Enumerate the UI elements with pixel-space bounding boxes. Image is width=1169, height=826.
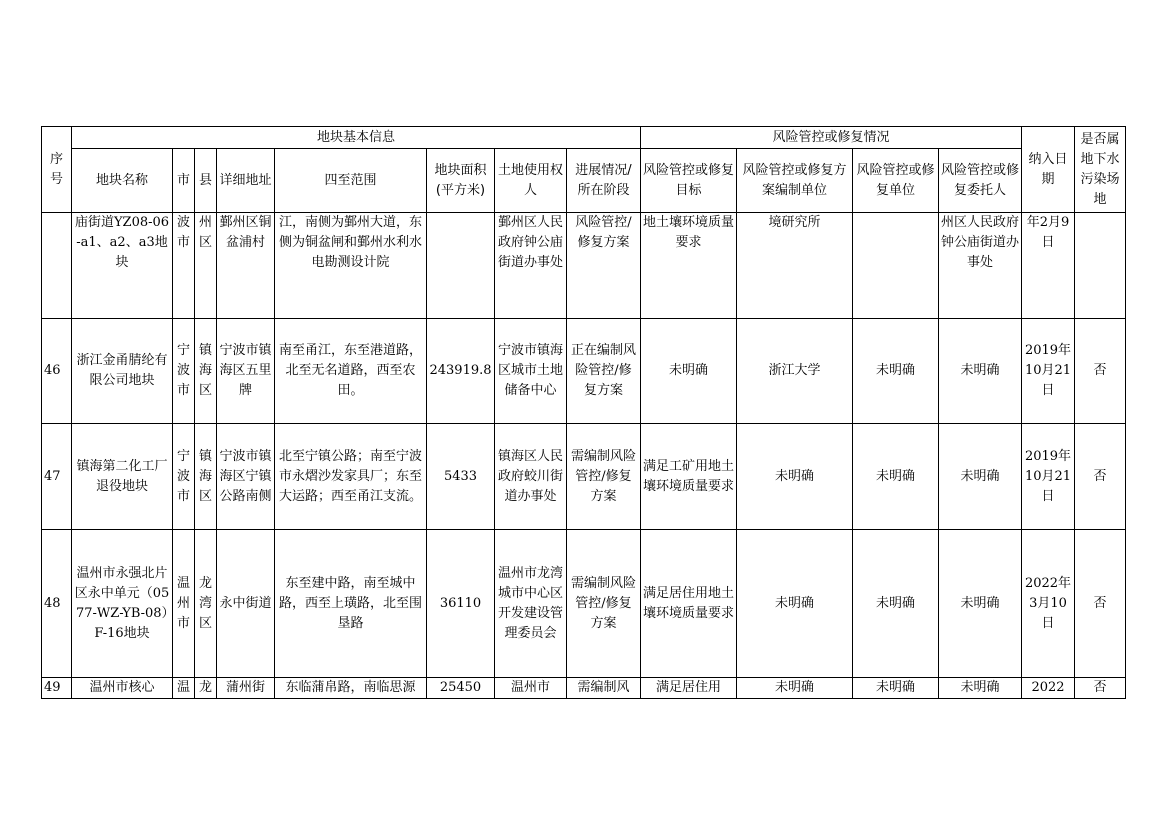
cell-progress: 需编制风险管控/修复方案: [567, 530, 641, 678]
cell-client: 未明确: [939, 424, 1022, 530]
cell-address: 蒲州街: [217, 678, 275, 699]
cell-address: 鄞州区铜盆浦村: [217, 213, 275, 319]
cell-plot-name: 镇海第二化工厂退役地块: [72, 424, 173, 530]
header-address: 详细地址: [217, 149, 275, 213]
header-groundwater: 是否属地下水污染场地: [1075, 127, 1126, 213]
cell-area: 36110: [427, 530, 495, 678]
header-row-columns: [42, 149, 1126, 213]
cell-city: 波市: [173, 213, 195, 319]
table-row: [42, 213, 1126, 319]
cell-seq: 47: [42, 424, 72, 530]
cell-plot-name: 浙江金甬腈纶有限公司地块: [72, 319, 173, 424]
cell-owner: 镇海区人民政府蛟川街道办事处: [495, 424, 567, 530]
cell-area: 5433: [427, 424, 495, 530]
header-bounds: 四至范围: [275, 149, 427, 213]
cell-county: 龙湾区: [195, 530, 217, 678]
cell-plan-unit: 境研究所: [737, 213, 853, 319]
cell-plot-name: 温州市核心: [72, 678, 173, 699]
table-row: [42, 678, 1126, 699]
cell-address: 宁波市镇海区宁镇公路南侧: [217, 424, 275, 530]
cell-city: 宁波市: [173, 424, 195, 530]
cell-progress: 正在编制风险管控/修复方案: [567, 319, 641, 424]
cell-plot-name: 庙街道YZ08-06-a1、a2、a3地块: [72, 213, 173, 319]
cell-bounds: 江，南侧为鄞州大道，东侧为铜盆闸和鄞州水利水电勘测设计院: [275, 213, 427, 319]
cell-date: 2022年3月10日: [1022, 530, 1075, 678]
cell-bounds: 东临蒲帛路，南临思源: [275, 678, 427, 699]
header-group-basic: 地块基本信息: [72, 127, 641, 149]
cell-groundwater: 否: [1075, 319, 1126, 424]
header-seq: 序号: [42, 127, 72, 213]
header-owner: 土地使用权人: [495, 149, 567, 213]
cell-progress: 风险管控/修复方案: [567, 213, 641, 319]
cell-target: 满足居住用地土壤环境质量要求: [641, 530, 737, 678]
header-entry-date: 纳入日期: [1022, 127, 1075, 213]
cell-county: 镇海区: [195, 424, 217, 530]
cell-bounds: 北至宁镇公路；南至宁波市永熠沙发家具厂；东至大运路；西至甬江支流。: [275, 424, 427, 530]
header-row-group: [42, 127, 1126, 149]
cell-date: 2022: [1022, 678, 1075, 699]
cell-groundwater: [1075, 213, 1126, 319]
cell-groundwater: 否: [1075, 678, 1126, 699]
cell-address: 永中街道: [217, 530, 275, 678]
cell-plan-unit: 未明确: [737, 424, 853, 530]
cell-target: 未明确: [641, 319, 737, 424]
cell-city: 宁波市: [173, 319, 195, 424]
cell-owner: 宁波市镇海区城市土地储备中心: [495, 319, 567, 424]
header-repair-unit: 风险管控或修复单位: [853, 149, 939, 213]
header-county: 县: [195, 149, 217, 213]
header-plan-unit: 风险管控或修复方案编制单位: [737, 149, 853, 213]
contaminated-sites-table: [41, 126, 1126, 699]
cell-owner: 温州市龙湾城市中心区开发建设管理委员会: [495, 530, 567, 678]
header-area: 地块面积(平方米): [427, 149, 495, 213]
header-city: 市: [173, 149, 195, 213]
cell-seq: 49: [42, 678, 72, 699]
cell-client: 州区人民政府钟公庙街道办事处: [939, 213, 1022, 319]
cell-seq: [42, 213, 72, 319]
header-plot-name: 地块名称: [72, 149, 173, 213]
cell-target: 满足居住用: [641, 678, 737, 699]
cell-plan-unit: 未明确: [737, 678, 853, 699]
cell-seq: 46: [42, 319, 72, 424]
cell-client: 未明确: [939, 319, 1022, 424]
header-target: 风险管控或修复目标: [641, 149, 737, 213]
table-row: [42, 530, 1126, 678]
cell-client: 未明确: [939, 678, 1022, 699]
cell-progress: 需编制风险管控/修复方案: [567, 424, 641, 530]
cell-date: 年2月9日: [1022, 213, 1075, 319]
cell-repair-unit: [853, 213, 939, 319]
cell-county: 龙: [195, 678, 217, 699]
cell-city: 温: [173, 678, 195, 699]
cell-groundwater: 否: [1075, 424, 1126, 530]
cell-area: 243919.8: [427, 319, 495, 424]
table-row: [42, 319, 1126, 424]
cell-seq: 48: [42, 530, 72, 678]
cell-owner: 温州市: [495, 678, 567, 699]
cell-repair-unit: 未明确: [853, 530, 939, 678]
cell-plan-unit: 未明确: [737, 530, 853, 678]
cell-progress: 需编制风: [567, 678, 641, 699]
table-row: [42, 424, 1126, 530]
cell-plot-name: 温州市永强北片区永中单元（0577-WZ-YB-08）F-16地块: [72, 530, 173, 678]
cell-city: 温州市: [173, 530, 195, 678]
cell-target: 满足工矿用地土壤环境质量要求: [641, 424, 737, 530]
cell-date: 2019年10月21日: [1022, 424, 1075, 530]
cell-bounds: 南至甬江，东至港道路，北至无名道路，西至农田。: [275, 319, 427, 424]
header-client: 风险管控或修复委托人: [939, 149, 1022, 213]
cell-repair-unit: 未明确: [853, 319, 939, 424]
cell-county: 州区: [195, 213, 217, 319]
cell-date: 2019年10月21日: [1022, 319, 1075, 424]
cell-address: 宁波市镇海区五里牌: [217, 319, 275, 424]
cell-repair-unit: 未明确: [853, 424, 939, 530]
cell-bounds: 东至建中路，南至城中路，西至上璜路，北至围垦路: [275, 530, 427, 678]
header-progress: 进展情况/所在阶段: [567, 149, 641, 213]
cell-target: 地土壤环境质量要求: [641, 213, 737, 319]
cell-client: 未明确: [939, 530, 1022, 678]
cell-groundwater: 否: [1075, 530, 1126, 678]
cell-area: 25450: [427, 678, 495, 699]
cell-area: [427, 213, 495, 319]
cell-owner: 鄞州区人民政府钟公庙街道办事处: [495, 213, 567, 319]
cell-repair-unit: 未明确: [853, 678, 939, 699]
cell-county: 镇海区: [195, 319, 217, 424]
cell-plan-unit: 浙江大学: [737, 319, 853, 424]
header-group-risk: 风险管控或修复情况: [641, 127, 1022, 149]
